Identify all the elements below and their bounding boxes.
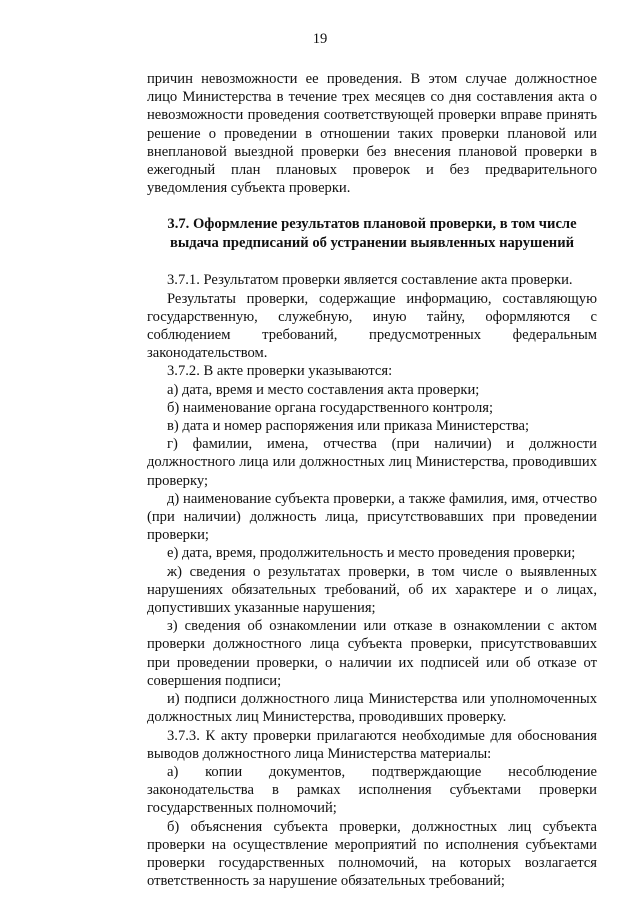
- list-item: ж) сведения о результатах проверки, в том числе о выявленных нарушениях обязательных требований, об их характере и о лицах, допустивших указанные нарушения;: [147, 563, 597, 617]
- section-heading-line-1: 3.7. Оформление результатов плановой проверки, в том числе: [167, 216, 577, 233]
- paragraph: 3.7.1. Результатом проверки является составление акта проверки.: [167, 272, 573, 289]
- list-item: и) подписи должностного лица Министерства или уполномоченных должностных лиц Министерства, проводивших проверку.: [147, 691, 597, 726]
- list-item: е) дата, время, продолжительность и место проведения проверки;: [167, 545, 576, 562]
- section-heading: [147, 215, 597, 253]
- document-body: [147, 70, 597, 890]
- list-item: з) сведения об ознакомлении или отказе в ознакомлении с актом проверки должностного лица субъекта проверки, присутствовавших при проведении проверки, о наличии их подписей или об отказе от совершения подписи;: [147, 618, 597, 689]
- list-item: в) дата и номер распоряжения или приказа Министерства;: [167, 418, 530, 435]
- paragraph: Результаты проверки, содержащие информацию, составляющую государственную, служебную, иную тайну, оформляются с соблюдением требований, предусмотренных федеральным законодательством.: [147, 290, 597, 362]
- intro-paragraph: причин невозможности ее проведения. В этом случае должностное лицо Министерства в течение трех месяцев со дня составления акта о невозможности проведения соответствующей проверки вправе принять решение о проведении в отношении таких проверки плановой или внеплановой выездной проверки без внесения плановой проверки в ежегодный план плановых проверок и без предварительного уведомления субъекта проверки.: [147, 71, 597, 197]
- list-item: а) копии документов, подтверждающие несоблюдение законодательства в рамках исполнения субъектами проверки государственных полномочий;: [147, 763, 597, 817]
- list-item: д) наименование субъекта проверки, а также фамилия, имя, отчество (при наличии) должность лица, присутствовавших при проведении проверки;: [147, 490, 597, 544]
- paragraph: 3.7.2. В акте проверки указываются:: [167, 363, 393, 380]
- list-item: г) фамилии, имена, отчества (при наличии) и должности должностного лица или должностных лиц Министерства, проводивших проверку;: [147, 436, 597, 489]
- paragraph: 3.7.3. К акту проверки прилагаются необходимые для обоснования выводов должностного лица Министерства материалы:: [147, 727, 597, 762]
- section-heading-line-2: выдача предписаний об устранении выявленных нарушений: [169, 235, 575, 252]
- list-item: б) наименование органа государственного контроля;: [167, 399, 493, 416]
- list-item: б) объяснения субъекта проверки, должностных лиц субъекта проверки на осуществление мероприятий по исполнения субъектами проверки государственных полномочий, на которых возлагается ответственность за нарушение обязательных требований;: [147, 818, 597, 890]
- page-number: 19: [312, 31, 328, 47]
- list-item: а) дата, время и место составления акта проверки;: [167, 381, 480, 398]
